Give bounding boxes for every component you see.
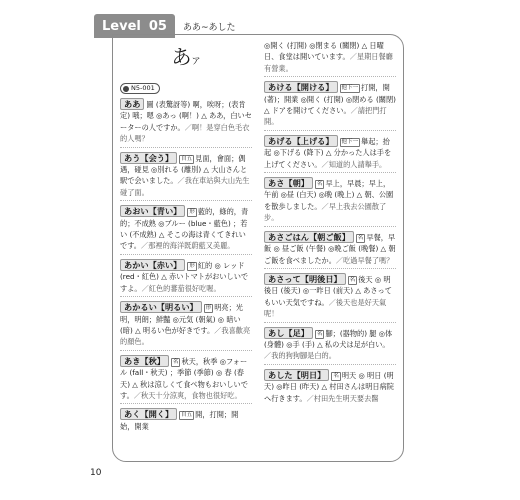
- entry-headword: あおい【青い】: [120, 205, 185, 217]
- right-entry-list: [264, 40, 396, 406]
- entry-definition: 明天 ◎ 明日 (明天) ◎昨日 (昨天) △ 村田さんは明日病院へ行きます。: [264, 370, 394, 403]
- entry-translation: ／秋天十分涼爽，食物也很好吃。: [133, 390, 242, 400]
- part-of-speech-tag: 形: [189, 209, 195, 216]
- entry-headword: あかるい【明るい】: [120, 301, 202, 313]
- badge-dot-icon: [123, 86, 129, 92]
- entry-translation: ／請把門打開。: [264, 106, 387, 127]
- entry-definition: 早餐，早飯 ◎ 昼ご飯 (午餐) ◎晩ご飯 (晚餐) △ 朝ご飯を食べましたか。: [264, 232, 396, 265]
- entry-definition: 早上，早晨；早上，午前 ◎昼 (白天) ◎晩 (晚上) △ 朝、公園を散歩しました。: [264, 179, 394, 211]
- dictionary-entry: [264, 231, 396, 269]
- entry-headword: ああ: [120, 98, 144, 110]
- entry-definition: 見面，會面；偶遇，碰見 ◎別れる (離別) △ 大山さんと駅で会いました。: [120, 153, 248, 186]
- entry-headword: あさ【朝】: [264, 177, 313, 189]
- right-column: [264, 40, 396, 460]
- entry-headword: あした【明日】: [264, 369, 329, 381]
- dictionary-entry: [120, 259, 252, 297]
- entry-headword: あさって【明後日】: [264, 273, 346, 285]
- dictionary-entry: [120, 152, 252, 202]
- dictionary-entry: [120, 355, 252, 405]
- entry-definition: 開，打開；開始，開業: [120, 410, 239, 431]
- dictionary-entry: [264, 327, 396, 365]
- entry-translation: ／我的狗狗腳是白的。: [264, 351, 336, 361]
- part-of-speech-tag: 名: [172, 358, 179, 365]
- entry-definition: 舉起；抬起 ◎下げる (降下) △ 分かった人は手を上げてください。: [264, 136, 392, 169]
- entry-translation: ／紅色的蕃茄很好吃喔。: [141, 283, 221, 293]
- entry-definition: 藍的，綠的，青的；不成熟 ◎ブルー (blue・藍色) ；若い (不成熟) △ そこの海は青くてきれいです。: [120, 207, 249, 251]
- dictionary-entry: [120, 98, 252, 148]
- entry-translation: ／我喜歡亮的顏色。: [120, 325, 251, 347]
- big-kana-heading: [120, 40, 252, 79]
- part-of-speech-tag: 自五: [181, 155, 193, 162]
- entry-headword: あう【会う】: [120, 152, 177, 164]
- entry-headword: あげる【上げる】: [264, 135, 338, 147]
- entry-translation: ／後天也是好天氣呢！: [264, 297, 387, 319]
- entry-definition: 腳；(器物的) 腿 ◎体 (身體) ◎手 (手) △ 私の犬は足が白い。: [264, 328, 393, 349]
- entry-definition: 明亮；光明，明朗；鮮豔 ◎元気 (朝氣) ◎ 暗い (暗) △ 明るい色が好きです。: [120, 303, 243, 335]
- dictionary-entry: [264, 135, 396, 173]
- entry-headword: あかい【赤い】: [120, 259, 185, 271]
- part-of-speech-tag: 他下一: [341, 138, 359, 145]
- entry-translation: ／知道的人請舉手。: [321, 159, 387, 169]
- entry-translation: ／我在車站與大山先生碰了面。: [120, 176, 250, 197]
- dictionary-entry: [120, 301, 252, 351]
- dictionary-entry: [120, 408, 252, 434]
- part-of-speech-tag: 形: [205, 305, 212, 312]
- entry-translation: ／那裡的海洋既蔚藍又美麗。: [141, 241, 235, 251]
- entry-headword: あき【秋】: [120, 355, 169, 367]
- entry-headword: あさごはん【朝ご飯】: [264, 231, 354, 243]
- page-number: 10: [90, 468, 102, 478]
- entry-definition: 紅的 ◎ レッド (red・紅色) △ 赤いトマトがおいしいですよ。: [120, 260, 249, 293]
- entry-definition: 後天 ◎ 明後日 (後天) ◎一昨日 (前天) △ あさってもいい天気ですね。: [264, 274, 392, 307]
- entry-translation: ／吃過早餐了嗎？: [335, 255, 394, 265]
- level-number: 05: [148, 18, 167, 34]
- entry-translation: ／星期日餐廳有營業。: [264, 52, 393, 73]
- dictionary-entry: [264, 81, 396, 131]
- entry-translation: ／村田先生明天要去醫: [306, 393, 379, 403]
- code-badge-label: N5-001: [131, 84, 155, 92]
- part-of-speech-tag: 名: [333, 372, 339, 379]
- entry-definition: ◎開く (打開) ◎閉まる (關閉) △ 日曜日、食堂は開いています。: [264, 41, 384, 62]
- entry-definition: 打開，開 (著)；開業 ◎開く (打開) ◎閉める (關閉) △ ドアを開けてください。: [264, 83, 396, 116]
- entry-headword: あく【開く】: [120, 408, 177, 420]
- dictionary-entry: [264, 40, 396, 77]
- level-label: Level: [102, 18, 141, 34]
- part-of-speech-tag: 形: [189, 262, 195, 269]
- code-badge: [120, 83, 160, 94]
- entry-headword: あし【足】: [264, 327, 313, 339]
- dictionary-entry: [120, 205, 252, 255]
- dictionary-entry: [264, 369, 396, 406]
- dictionary-entry: [264, 177, 396, 227]
- entry-headword: あける【開ける】: [264, 81, 338, 93]
- part-of-speech-tag: 名: [349, 276, 356, 283]
- part-of-speech-tag: 名: [357, 234, 364, 241]
- left-column: [120, 40, 252, 456]
- entry-translation: ／啊！是穿白色毛衣的人嗎？: [120, 122, 250, 144]
- entry-translation: ／早上我去公園散了步。: [264, 201, 387, 223]
- entry-definition: 秋天，秋季 ◎フォール (fall・秋天) ；季節 (季節) ◎ 春 (春天) △ 秋は涼しくて食べ物もおいしいです。: [120, 356, 248, 400]
- left-entry-list: [120, 98, 252, 434]
- part-of-speech-tag: 名: [316, 330, 323, 337]
- big-hiragana: あ: [171, 45, 192, 69]
- part-of-speech-tag: 自五: [181, 412, 193, 419]
- part-of-speech-tag: 他下一: [341, 85, 359, 92]
- part-of-speech-tag: 名: [316, 181, 323, 188]
- dictionary-entry: [264, 273, 396, 323]
- header-range: ああ~あした: [182, 22, 236, 33]
- big-katakana: ア: [191, 57, 201, 67]
- entry-definition: 圖 (表驚訝等) 啊，唉呀；(表肯定) 哦；嗯 ◎あっ (啊！) △ ああ，白いセーターの人ですか。: [120, 100, 252, 132]
